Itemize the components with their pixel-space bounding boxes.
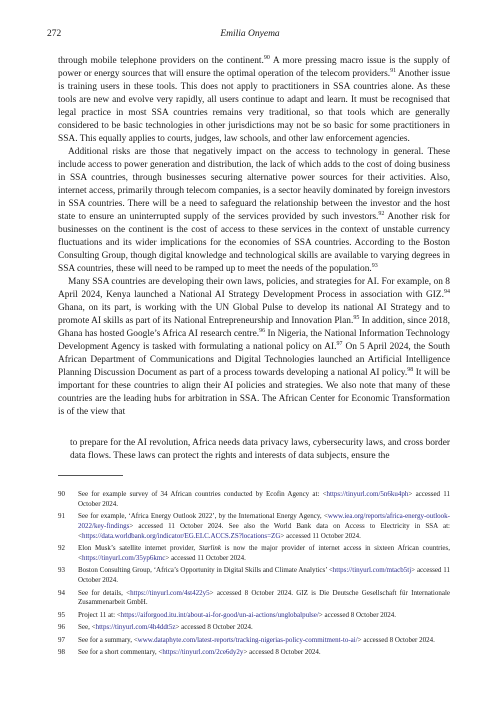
footnote-number: 90 [58,490,65,498]
footnote-ref[interactable]: 90 [263,54,270,61]
footnote-ref[interactable]: 98 [407,366,414,373]
running-head: Emilia Onyema [220,29,280,39]
footnote-number: 95 [58,610,65,619]
text-run: > accessed 8 October 2024. [318,610,397,619]
footnote-ref[interactable]: 92 [378,210,385,217]
main-text [58,55,450,419]
footnote [58,611,450,621]
text-run: Many SSA countries are developing their own laws, policies, and strategies for AI. For example, on 8 April 2024, Kenya launched a National AI Strategy Development Process in association with GIZ. [58,277,450,300]
footnote-number: 93 [58,566,65,575]
text-run: > accessed 11 October 2024. [78,566,450,585]
text-run: > accessed 11 October 2024. [280,531,361,540]
text-run: Ghana, on its part, is working with the UN Global Pulse to develop its national AI Strategy and to promote AI skills as part of its National Entrepreneurship and Innovation Plan. [58,303,450,326]
footnote [58,512,450,541]
footnote-number: 91 [58,512,65,521]
paragraph [58,55,450,146]
text-run: through mobile telephone providers on the continent. [58,56,264,66]
text-run: See for details, < [78,588,131,597]
text-run: Additional risks are those that negatively impact on the access to technology in general. These include access to power generation and distribution, the lack of which adds to the cost of doing business in SSA countries, through businesses securing alternative power sources for their activities. Also, internet access, primarily through telecom companies, is a sector heavily dominated by foreign investors in SSA countries. There will be a need to safeguard the relationship between the investor and the host state to ensure an uninterrupted supply of the services provided by such investors. [58,147,450,222]
url-link[interactable]: https://tinyurl.com/35yp6kmc [81,553,166,562]
footnote-number: 92 [58,544,65,553]
footnote-number: 96 [58,623,65,632]
footnote [58,636,450,646]
text-run: See, < [78,623,96,632]
footnote-number: 94 [58,588,65,597]
url-link[interactable]: www.dataphyte.com/latest-reports/tracking-nigerias-policy-commitment-to-ai/ [137,635,358,644]
text-run: > accessed 11 October 2024. [165,553,246,562]
footnote-separator [58,475,123,476]
url-link[interactable]: https://aiforgood.itu.int/about-ai-for-good/un-ai-actions/unglobalpulse/ [120,610,319,619]
block-quote: to prepare for the AI revolution, Africa needs data privacy laws, cybersecurity laws, and cross border data flows. These laws can protect the rights and interests of data subjects, ensure the [70,438,450,461]
text-run: Elon Musk’s satellite internet provider, [78,544,199,553]
text-run: > accessed 11 October 2024. See also the World Bank data on Access to Electricity in SSA at: < [78,521,450,540]
url-link[interactable]: https://tinyurl.com/5n6ku4ph [326,490,409,498]
text-run: In Nigeria, the National Information Technology Development Agency is tasked with formulating a national policy on AI. [58,329,450,352]
url-link[interactable]: https://data.worldbank.org/indicator/EG.ELC.ACCS.ZS?locations=ZG [81,531,281,540]
text-run: > accessed 11 October 2024. [78,490,451,508]
url-link[interactable]: https://tinyurl.com/mtacb5tj [332,566,412,575]
text-run: Another issue is training users in these tools. This does not apply to practitioners in SSA countries alone. As these tools are new and evolve very rapidly, all users continue to adapt and learn. It must be recognised that legal practice in most SSA countries remains very traditional, so that tools which are generally considered to be basic technologies in other jurisdictions may not be so basic for some practitioners in SSA. This equally applies to courts, judges, law schools, and other law enforcement agencies. [58,69,450,144]
footnote [58,544,450,564]
text-run: See for example survey of 34 African countries conducted by Ecofin Agency at: < [78,490,327,498]
text-run: See for a summary, < [78,635,138,644]
text-run: In addition, since 2018, Ghana has hosted Google’s Africa AI research centre. [58,316,450,339]
footnote-ref[interactable]: 95 [353,314,360,321]
footnote-ref[interactable]: 96 [259,327,266,334]
text-run: See for a short commentary, < [78,647,163,656]
text-run: See for example, ‘Africa Energy Outlook 2022’, by the International Energy Agency, < [78,512,328,521]
footnote [58,648,450,658]
text-run: > accessed 8 October 2024. [357,635,435,644]
paragraph [58,276,450,419]
text-run: Project 11 at: < [78,610,121,619]
url-link[interactable]: www.iea.org/reports/africa-energy-outlook-2022/key-findings [78,512,450,530]
page-number: 272 [47,29,62,39]
footnote-ref[interactable]: 94 [444,288,450,295]
italic-text: Starlink [198,544,222,553]
text-run: is now the major provider of internet access in sixteen African countries, < [78,544,451,562]
footnote [58,589,450,609]
url-link[interactable]: https://tinyurl.com/4h4ddt5z [95,623,176,632]
paragraph [58,146,450,276]
footnote-ref[interactable]: 97 [336,340,343,347]
text-run: It will be important for these countries to align their AI policies and strategies. We also note that many of these countries are the leading hubs for arbitration in SSA. The African Center for Economic Transformation is of the view that [58,368,450,417]
footnote [58,490,450,510]
text-run: > accessed 8 October 2024. GIZ is Die Deutsche Gesellschaft für Internationale Zusammenarbeit GmbH. [78,588,450,607]
footnote-ref[interactable]: 93 [371,262,378,269]
footnotes [58,490,450,660]
page-header [47,29,453,41]
text-run: Boston Consulting Group, ‘Africa’s Opportunity in Digital Skills and Climate Analytics’ < [78,566,333,575]
footnote [58,566,450,586]
footnote-ref[interactable]: 91 [390,67,397,74]
text-run: Another risk for businesses on the continent is the cost of access to these services in the context of unstable currency fluctuations and its wider implications for the economies of SSA countries. According to the Boston Consulting Group, though digital knowledge and technological skills are available to varying degrees in SSA countries, these will need to be ramped up to meet the needs of the population. [58,212,450,274]
url-link[interactable]: https://tinyurl.com/2ce6dy2y [162,647,244,656]
text-run: A more pressing macro issue is the supply of power or energy sources that will ensure the optimal operation of the telecom providers. [58,56,450,79]
footnote-number: 97 [58,635,65,644]
text-run: On 5 April 2024, the South African Department of Communications and Digital Technologies launched an Artificial Intelligence Planning Discussion Document as part of a process towards developing a national AI policy. [58,342,450,378]
url-link[interactable]: https://tinyurl.com/4st422y5 [130,588,210,597]
text-run: > accessed 8 October 2024. [175,623,253,632]
footnote-number: 98 [58,647,65,656]
text-run: > accessed 8 October 2024. [243,647,321,656]
footnote [58,623,450,633]
